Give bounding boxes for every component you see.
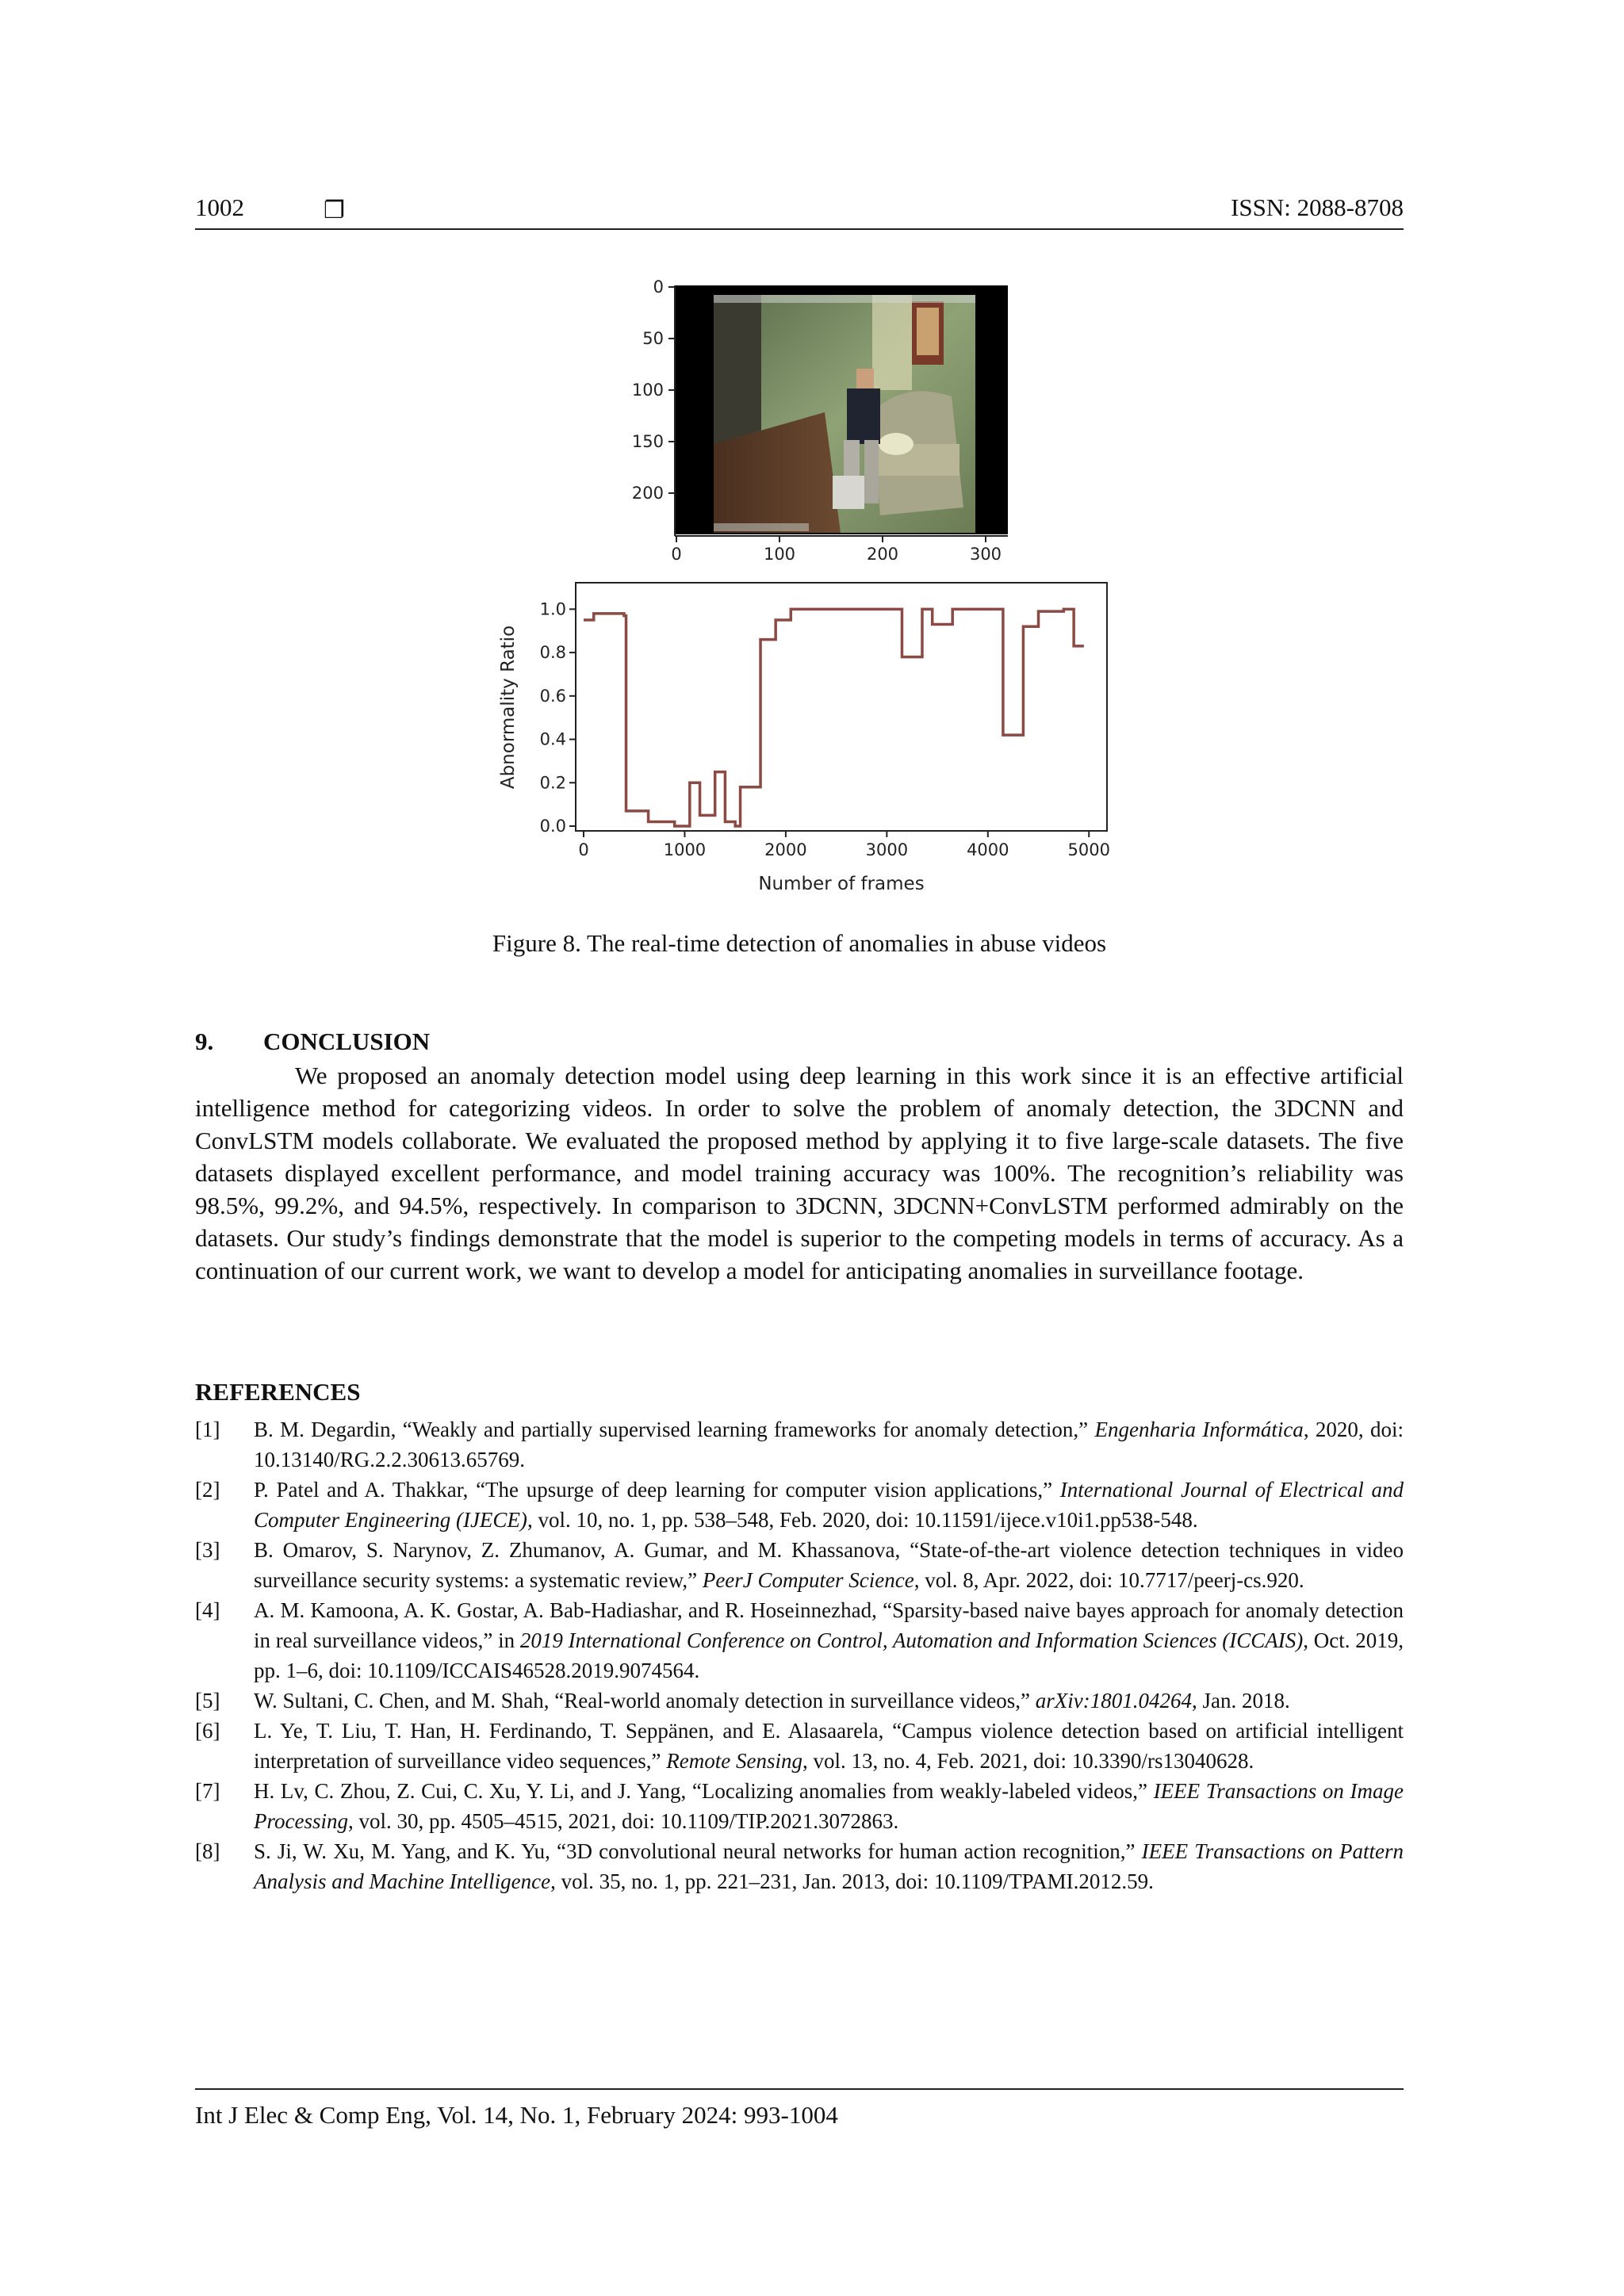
x-tick-label: 1000 — [663, 840, 707, 859]
x-tick-label: 2000 — [764, 840, 807, 859]
references-heading: REFERENCES — [195, 1378, 361, 1406]
reference-venue: PeerJ Computer Science — [702, 1568, 914, 1592]
reference-text: H. Lv, C. Zhou, Z. Cui, C. Xu, Y. Li, and J. Yang, “Localizing anomalies from weakly-labeled videos,” — [254, 1779, 1154, 1803]
reference-number: [7] — [195, 1779, 220, 1803]
reference-item — [195, 1595, 1404, 1686]
reference-text: A. M. Kamoona, A. K. Gostar, A. Bab-Hadiashar, and R. Hoseinnezhad, “Sparsity-based naive bayes approach for anomaly detection in real surveillance videos,” in — [254, 1598, 1404, 1652]
reference-item — [195, 1686, 1404, 1716]
figure-caption: Figure 8. The real-time detection of anomalies in abuse videos — [492, 929, 1107, 957]
series-line-abnormality — [584, 609, 1084, 826]
reference-number: [1] — [195, 1418, 220, 1441]
reference-item — [195, 1475, 1404, 1535]
y-tick-label: 0.0 — [539, 817, 566, 836]
reference-item — [195, 1535, 1404, 1595]
reference-number: [3] — [195, 1538, 220, 1562]
reference-text: W. Sultani, C. Chen, and M. Shah, “Real-world anomaly detection in surveillance videos,” — [254, 1689, 1036, 1712]
reference-text: P. Patel and A. Thakkar, “The upsurge of deep learning for computer vision applications,” — [254, 1478, 1060, 1502]
img-x-tick-100: 100 — [763, 545, 796, 564]
reference-text: S. Ji, W. Xu, M. Yang, and K. Yu, “3D convolutional neural networks for human action recognition,” — [254, 1839, 1142, 1863]
reference-venue: 2019 International Conference on Control, Automation and Information Sciences (ICCAIS) — [519, 1628, 1304, 1652]
reference-number: [2] — [195, 1478, 220, 1502]
reference-text: B. Omarov, S. Narynov, Z. Zhumanov, A. Gumar, and M. Khassanova, “State-of-the-art violence detection techniques in video surveillance security systems: a systematic review,” — [254, 1538, 1404, 1592]
img-y-tick-50: 50 — [642, 329, 664, 348]
reference-details: , vol. 8, Apr. 2022, doi: 10.7717/peerj-cs.920. — [914, 1568, 1304, 1592]
reference-venue: Remote Sensing — [666, 1749, 802, 1773]
reference-list — [195, 1414, 1404, 1896]
img-x-tick-300: 300 — [969, 545, 1002, 564]
reference-venue: arXiv:1801.04264 — [1035, 1689, 1193, 1712]
reference-item — [195, 1716, 1404, 1776]
conclusion-paragraph: We proposed an anomaly detection model using deep learning in this work since it is an effective artificial intelligence method for categorizing videos. In order to solve the problem of anomaly detection, the 3DCNN and ConvLSTM models collaborate. We evaluated the proposed method by applying it to five large-scale datasets. The five datasets displayed excellent performance, and model training accuracy was 100%. The recognition’s reliability was 98.5%, 99.2%, and 94.5%, respectively. In comparison to 3DCNN, 3DCNN+ConvLSTM performed admirably on the datasets. Our study’s findings demonstrate that the model is superior to the competing models in terms of accuracy. As a continuation of our current work, we want to develop a model for anticipating anomalies in surveillance footage. — [195, 1062, 1404, 1284]
page-number: 1002 — [195, 193, 244, 221]
issn: ISSN: 2088-8708 — [1231, 193, 1404, 221]
y-tick-label: 1.0 — [539, 599, 566, 619]
reference-venue: Engenharia Informática — [1094, 1418, 1304, 1441]
x-tick-label: 0 — [578, 840, 589, 859]
abnormality-chart — [498, 583, 1110, 894]
figure-8 — [0, 0, 1624, 928]
reference-number: [6] — [195, 1719, 220, 1743]
reference-details: , vol. 35, no. 1, pp. 221–231, Jan. 2013, doi: 10.1109/TPAMI.2012.59. — [550, 1869, 1154, 1893]
x-tick-label: 4000 — [967, 840, 1009, 859]
reference-number: [5] — [195, 1689, 220, 1712]
y-tick-label: 0.6 — [539, 686, 566, 706]
x-axis-label: Number of frames — [758, 874, 925, 894]
section-number: 9. — [195, 1027, 214, 1055]
reference-item — [195, 1414, 1404, 1475]
chart-frame — [576, 583, 1107, 831]
img-x-tick-0: 0 — [671, 545, 682, 564]
img-y-tick-150: 150 — [631, 432, 664, 451]
reference-details: , Oct. 2019, pp. 1–6, doi: 10.1109/ICCAIS46528.2019.9074564. — [254, 1628, 1404, 1682]
reference-details: , vol. 30, pp. 4505–4515, 2021, doi: 10.1109/TIP.2021.3072863. — [347, 1809, 899, 1833]
img-y-tick-0: 0 — [653, 277, 664, 297]
reference-venue: IEEE Transactions on Image Processing — [254, 1779, 1404, 1833]
y-axis-label: Abnormality Ratio — [498, 625, 519, 790]
box-symbol: ❐ — [324, 197, 345, 224]
img-x-tick-200: 200 — [866, 545, 899, 564]
reference-details: , vol. 10, no. 1, pp. 538–548, Feb. 2020, doi: 10.11591/ijece.v10i1.pp538-548. — [527, 1508, 1198, 1532]
y-tick-label: 0.2 — [539, 773, 566, 793]
reference-item — [195, 1836, 1404, 1896]
surveillance-frame-image — [675, 285, 1008, 534]
img-y-tick-200: 200 — [631, 484, 664, 503]
y-tick-label: 0.4 — [539, 729, 566, 749]
y-tick-label: 0.8 — [539, 643, 566, 663]
reference-details: , 2020, doi: 10.13140/RG.2.2.30613.65769. — [254, 1418, 1404, 1471]
reference-details: , vol. 13, no. 4, Feb. 2021, doi: 10.3390/rs13040628. — [802, 1749, 1254, 1773]
reference-number: [8] — [195, 1839, 220, 1863]
reference-text: L. Ye, T. Liu, T. Han, H. Ferdinando, T. Seppänen, and E. Alasaarela, “Campus violence detection based on artificial intelligent interpretation of surveillance video sequences,” — [254, 1719, 1404, 1773]
page-footer: Int J Elec & Comp Eng, Vol. 14, No. 1, February 2024: 993-1004 — [195, 2088, 1404, 2130]
img-y-tick-100: 100 — [631, 381, 664, 400]
reference-venue: International Journal of Electrical and Computer Engineering (IJECE) — [254, 1478, 1404, 1532]
section-heading — [195, 1027, 430, 1056]
reference-item — [195, 1776, 1404, 1836]
x-tick-label: 5000 — [1067, 840, 1110, 859]
reference-venue: IEEE Transactions on Pattern Analysis and Machine Intelligence — [254, 1839, 1404, 1893]
section-title: CONCLUSION — [263, 1027, 431, 1055]
reference-text: B. M. Degardin, “Weakly and partially supervised learning frameworks for anomaly detection,” — [254, 1418, 1095, 1441]
x-tick-label: 3000 — [865, 840, 909, 859]
reference-number: [4] — [195, 1598, 220, 1622]
reference-details: , Jan. 2018. — [1192, 1689, 1290, 1712]
